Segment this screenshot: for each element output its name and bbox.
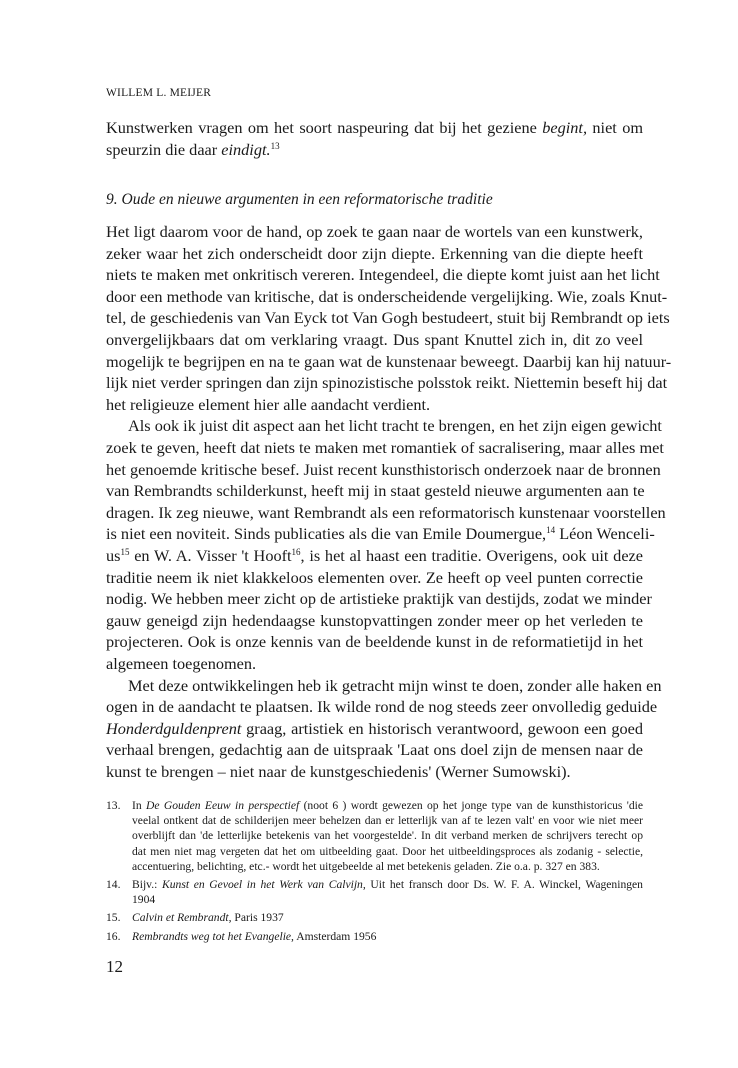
text-line: verhaal brengen, gedachtig aan de uitspraak 'Laat ons doel zijn de mensen naar de	[106, 740, 643, 760]
paragraph-3	[106, 675, 662, 783]
text-line: Kunstwerken vragen om het soort naspeuring dat bij het geziene begint, niet om	[106, 118, 644, 137]
footnote-line: veelal ontkent dat de schilderijen meer behelzen dan er letterlijk van af te lezen valt' en voor wie niet meer	[132, 814, 643, 828]
text-line: onvergelijkbaars dat om verklaring vraagt. Dus spant Knuttel zich in, dit zo veel	[106, 329, 643, 349]
footnote-13	[106, 798, 643, 874]
text-line: ogen in de aandacht te plaatsen. Ik wilde rond de nog steeds zeer onvolledig geduide	[106, 697, 658, 717]
footnote-14	[106, 877, 643, 907]
running-head: WILLEM L. MEIJER	[106, 87, 212, 99]
text-line: kunst te brengen – niet naar de kunstgeschiedenis' (Werner Sumowski).	[106, 761, 571, 781]
text-line: van Rembrandts schilderkunst, heeft mij in staat gesteld nieuwe argumenten aan te	[106, 481, 645, 501]
text-line: niets te maken met onkritisch vereren. Integendeel, die diepte komt juist aan het licht	[106, 265, 660, 285]
footnote-line: Rembrandts weg tot het Evangelie, Amsterdam 1956	[132, 929, 377, 943]
footnote-16	[106, 929, 643, 944]
text-line: Honderdguldenprent graag, artistiek en historisch verantwoord, gewoon een goed	[106, 718, 643, 738]
footnotes	[106, 798, 643, 944]
footnote-ref-14[interactable]: 14	[546, 525, 556, 536]
text-line: dragen. Ik zeg nieuwe, want Rembrandt als een reformatorisch kunstenaar voorstellen	[106, 502, 666, 522]
footnote-line: In De Gouden Eeuw in perspectief (noot 6 ) wordt gewezen op het jonge type van de kunsthistoricus 'die	[132, 799, 643, 812]
page-number: 12	[106, 957, 123, 976]
footnote-number: 15.	[106, 911, 121, 925]
text-line: nodig. We hebben meer zicht op de artistieke praktijk van destijds, zodat we minder	[106, 589, 652, 609]
text-line: zoek te geven, heeft dat niets te maken met romantiek of sacralisering, maar alles met	[106, 437, 664, 457]
paragraph-2	[106, 415, 666, 674]
text-line: Het ligt daarom voor de hand, op zoek te gaan naar de wortels van een kunstwerk,	[106, 222, 643, 241]
opening-paragraph	[106, 117, 643, 160]
footnote-line: accentuering, belichting, etc.- wordt het uitgebeelde al met betekenis geladen. Zie o.a. p. 327 en 383.	[132, 859, 600, 873]
footnote-ref-15[interactable]: 15	[120, 546, 130, 557]
text-line: is niet een noviteit. Sinds publicaties als die van Emile Doumergue,$^{14}$ Léon Wenceli-	[106, 524, 655, 544]
footnote-line: Calvin et Rembrandt, Paris 1937	[132, 911, 284, 925]
text-line: gauw geneigd zijn hedendaagse kunstopvattingen zonder meer op het verleden te	[106, 610, 643, 630]
text-line: $us^{15}$ en W. A. Visser 't Hooft$^{16}$, is het al haast een traditie. Overigens, ook uit deze	[106, 545, 643, 565]
footnote-number: 14.	[106, 877, 121, 891]
footnote-number: 16.	[106, 929, 121, 943]
text-line: mogelijk te begrijpen en na te gaan wat de kunstenaar beweegt. Daarbij kan hij natuur-	[106, 351, 672, 371]
text-line: lijk niet verder springen dan zijn spinozistische polsstok reikt. Niettemin beseft hij dat	[106, 373, 668, 393]
text-line: Als ook ik juist dit aspect aan het licht tracht te brengen, en het zijn eigen gewicht	[128, 416, 662, 436]
text-line: het genoemde kritische besef. Juist recent kunsthistorisch onderzoek naar de bronnen	[106, 459, 661, 479]
footnote-number: 13.	[106, 799, 121, 812]
footnote-ref-16[interactable]: 16	[291, 546, 301, 557]
text-line: tel, de geschiedenis van Van Eyck tot Van Gogh bestudeert, stuit bij Rembrandt op iets	[106, 308, 670, 328]
footnote-line: Bijv.: Kunst en Gevoel in het Werk van Calvijn, Uit het fransch door Ds. W. F. A. Winckel, Wageningen	[132, 877, 643, 891]
footnote-line: 1904	[132, 893, 156, 907]
footnote-line: dat men niet mag vergeten dat het om uitbeelding gaat. Door het uitbeeldingsproces als zodanig - selectie,	[132, 844, 643, 858]
text-line: het religieuze element hier alle aandacht verdient.	[106, 394, 431, 414]
paragraph-1	[106, 221, 672, 415]
text-line: door een methode van kritische, dat is onderscheidende vergelijking. Wie, zoals Knut-	[106, 286, 668, 306]
text-line: algemeen toegenomen.	[106, 653, 257, 673]
footnote-line: overblijft dan 'de letterlijke betekenis van het voorgestelde'. In dit verband merken de schrijvers terecht op	[132, 829, 643, 843]
text-line: traditie neem ik niet klakkeloos elementen over. Ze heeft op veel punten correctie	[106, 567, 643, 587]
footnote-ref-13[interactable]: 13	[270, 140, 280, 151]
section-heading: 9. Oude en nieuwe argumenten in een reformatorische traditie	[106, 191, 493, 208]
footnote-15	[106, 910, 643, 925]
text-line: projecteren. Ook is onze kennis van de beeldende kunst in de reformatietijd in het	[106, 632, 643, 652]
text-line: Met deze ontwikkelingen heb ik getracht mijn winst te doen, zonder alle haken en	[128, 675, 662, 695]
text-line: speurzin die daar eindigt.$^{13}$	[106, 139, 280, 159]
text-line: zeker waar het zich onderscheidt door zijn diepte. Erkenning van die diepte heeft	[106, 243, 643, 263]
